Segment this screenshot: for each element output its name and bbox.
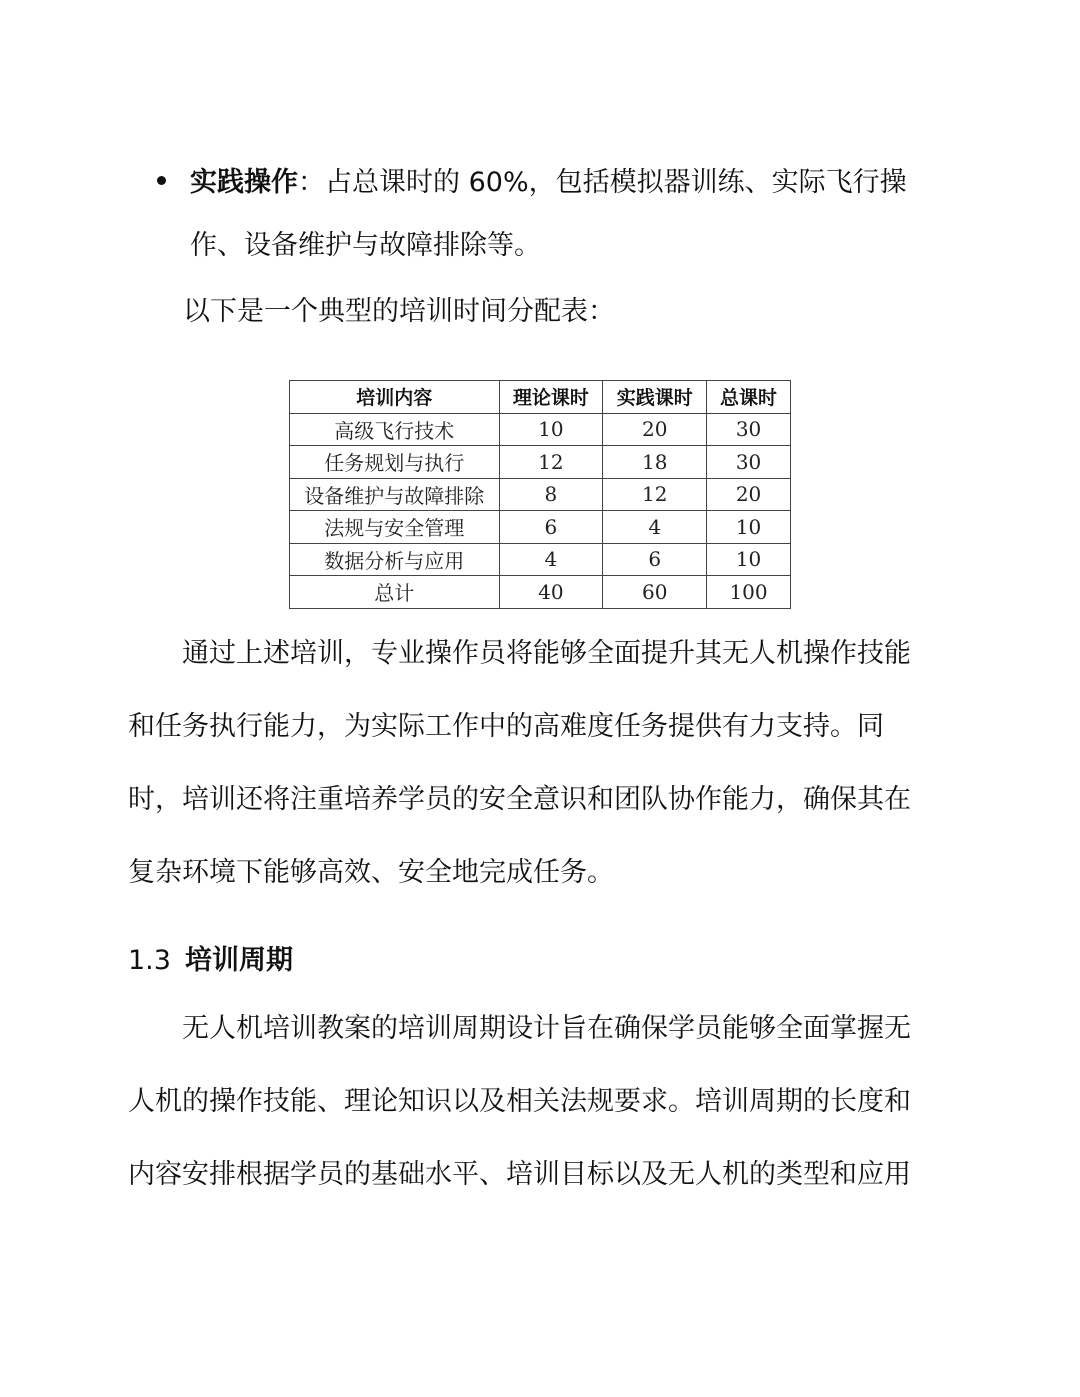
table-cell: 10 — [707, 543, 791, 576]
table-cell: 20 — [707, 478, 791, 511]
table-cell: 法规与安全管理 — [290, 511, 500, 544]
header-content: 培训内容 — [290, 381, 500, 414]
table-cell: 6 — [603, 543, 707, 576]
table-cell: 6 — [499, 511, 603, 544]
section-heading — [128, 941, 293, 981]
table-cell: 10 — [499, 413, 603, 446]
bullet-line-2: 作、设备维护与故障排除等。 — [190, 230, 541, 261]
bullet-icon — [157, 176, 166, 185]
table-cell: 10 — [707, 511, 791, 544]
paragraph-2-line-3: 内容安排根据学员的基础水平、培训目标以及无人机的类型和应用 — [128, 1159, 911, 1190]
table-cell: 数据分析与应用 — [290, 543, 500, 576]
paragraph-1-line-2: 和任务执行能力，为实际工作中的高难度任务提供有力支持。同 — [128, 711, 884, 742]
table-cell: 18 — [603, 446, 707, 479]
bullet-label: 实践操作 — [190, 167, 298, 198]
section-title: 培训周期 — [184, 945, 293, 976]
table-cell: 40 — [499, 576, 603, 609]
training-time-table — [289, 380, 791, 609]
table-cell: 4 — [603, 511, 707, 544]
table-header-row — [290, 381, 791, 414]
table-cell: 8 — [499, 478, 603, 511]
section-number: 1.3 — [128, 945, 171, 976]
table-cell: 20 — [603, 413, 707, 446]
table-row — [290, 478, 791, 511]
table-cell: 高级飞行技术 — [290, 413, 500, 446]
table-row — [290, 543, 791, 576]
paragraph-2-line-2: 人机的操作技能、理论知识以及相关法规要求。培训周期的长度和 — [128, 1086, 911, 1117]
table-cell: 总计 — [290, 576, 500, 609]
paragraph-1-line-3: 时，培训还将注重培养学员的安全意识和团队协作能力，确保其在 — [128, 784, 911, 815]
table-cell: 12 — [603, 478, 707, 511]
header-practice: 实践课时 — [603, 381, 707, 414]
table-cell: 12 — [499, 446, 603, 479]
table-cell: 4 — [499, 543, 603, 576]
bullet-line-1 — [190, 163, 907, 203]
table-row — [290, 446, 791, 479]
paragraph-2-line-1: 无人机培训教案的培训周期设计旨在确保学员能够全面掌握无 — [128, 1013, 911, 1044]
header-total: 总课时 — [707, 381, 791, 414]
table-cell: 100 — [707, 576, 791, 609]
paragraph-1-line-4: 复杂环境下能够高效、安全地完成任务。 — [128, 857, 614, 888]
bullet-text: ：占总课时的 60%，包括模拟器训练、实际飞行操 — [298, 167, 907, 198]
table-intro: 以下是一个典型的培训时间分配表： — [183, 296, 615, 327]
table-total-row — [290, 576, 791, 609]
header-theory: 理论课时 — [499, 381, 603, 414]
table-cell: 30 — [707, 413, 791, 446]
table-cell: 60 — [603, 576, 707, 609]
table-cell: 设备维护与故障排除 — [290, 478, 500, 511]
table-row — [290, 511, 791, 544]
table-row — [290, 413, 791, 446]
table-cell: 30 — [707, 446, 791, 479]
table-cell: 任务规划与执行 — [290, 446, 500, 479]
paragraph-1-line-1: 通过上述培训，专业操作员将能够全面提升其无人机操作技能 — [128, 638, 911, 669]
